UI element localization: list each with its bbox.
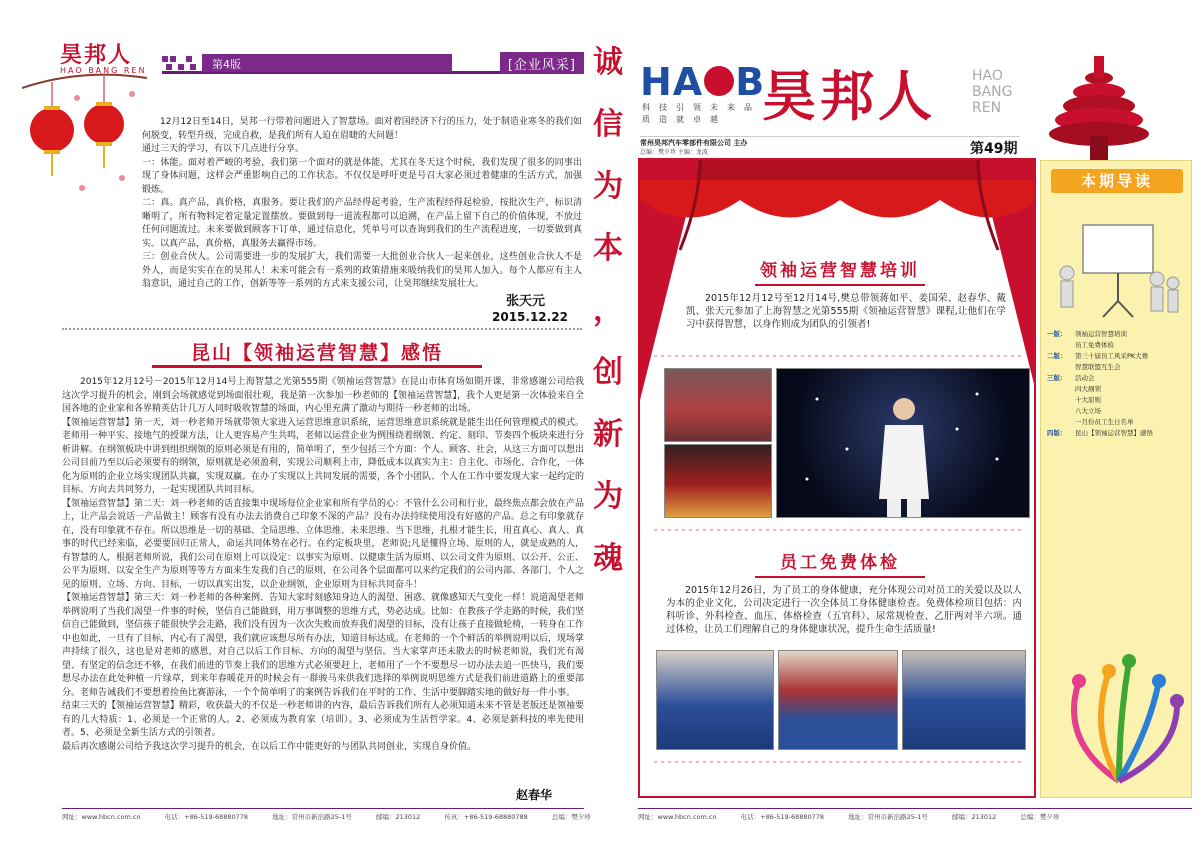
left-logo-sub: HAO BANG REN	[60, 66, 147, 75]
footer-editor: 总编：樊夕珍	[551, 813, 591, 821]
toc-page: 三版：	[1047, 374, 1067, 382]
toc-row	[1047, 428, 1189, 439]
footer-address: 地址：常州市新治路25-1号	[272, 813, 352, 821]
toc-row	[1047, 373, 1189, 384]
checkup-photo-3	[902, 650, 1026, 750]
meta-line: 总编：樊夕珍 主编：龙波	[640, 149, 708, 156]
spine-slogan	[588, 32, 628, 590]
section-title-text: 员工免费体检	[780, 553, 900, 573]
footer-phone: 电话：+86-519-68880778	[164, 813, 249, 821]
title-underline	[152, 365, 482, 368]
masthead-english-line: HAO	[972, 68, 1003, 84]
title-underline	[755, 284, 925, 286]
intro-paragraph: 二：真。真产品，真价格，真服务。要让我们的产品经得起考验，生产流程经得起检验，按批次生产，标识清晰明了，所有物料定着定量定置摆放。要做到每一道流程都可以追溯，在产品上留下自己的价值体现，不放过任何问题流过。未来要做到顾客下订单，通过信息化，凭单号可以查询到我们的生产流程进度，一切要做到真实。以真产品，真价格，真服务去赢得市场。	[142, 198, 582, 249]
spine-char: 魂	[593, 541, 623, 576]
author-signature: 张天元	[506, 294, 546, 309]
spine-char: ，	[593, 293, 623, 328]
masthead-english	[972, 68, 1013, 116]
toc-row	[1047, 406, 1189, 417]
author-signature: 赵春华	[516, 788, 553, 802]
decorative-squares-icon	[162, 56, 198, 72]
toc-title: 昆山【领袖运营智慧】感悟	[1075, 429, 1153, 437]
table-of-contents-panel	[1040, 160, 1192, 798]
spine-char: 为	[593, 169, 623, 204]
lantern-decoration-icon	[22, 68, 152, 218]
haob-logo	[640, 60, 765, 104]
publisher: 常州昊邦汽车零部件有限公司 主办	[640, 139, 748, 147]
training-photo-speaker	[776, 368, 1030, 518]
masthead-english-line: REN	[972, 100, 1002, 116]
flower-border-icon	[654, 352, 1024, 360]
article-paragraph: 【领袖运营智慧】第三天：刘一秒老师的各种案例、告知大家时刻感知身边人的渴望、困惑、就像感知天气变化一样！说道渴望老师举例说明了当我们渴望一件事的时候，坚信自己能做到，用万事调整的思维方式，势必达成。比如：在教孩子学走路的时候，我们坚信自己能做到，坚信孩子能很快学会走路，我们没有因为一次次失败而放弃我们渴望的目标，没有让孩子直接做轮椅，一转身在工作中也如此，一旦有了目标，内心有了渴望，我们就应该想尽所有办法，知道目标达成。在老师的一个个鲜活的举例说明以后，现场掌声持续了很久，这也是对老师的感恩，对自己以后工作目标、方向的渴望与坚信。当大家掌声还未散去的时候老师说，我们光有渴望、有坚定的信念还不够，在我们前进的节奏上我们的思维方式必须要赶上，老师用了一个不要想尽一切办法去追一匹快马，我们要想尽办法在此处种植一片绿草，到来年春暖花开的时候会有一群骏马来供我们选择的举例说明思维方式是我们前进道路上的重要部分。老师告诫我们不要想着捡鱼比赛游泳，一个个简单明了的案例告诉我们在平时的工作、生活中要脚踏实地的做好每一件小事。	[62, 593, 585, 698]
footer-postcode: 邮编：213012	[951, 813, 997, 821]
training-photo-stage	[664, 444, 772, 518]
haob-logo-text: HA	[640, 60, 704, 104]
training-photo-audience	[664, 368, 772, 442]
toc-title: 领袖运营智慧培训	[1075, 330, 1127, 338]
checkup-photo-1	[656, 650, 774, 750]
article-paragraph: 最后再次感谢公司给予我这次学习提升的机会，在以后工作中能更好的与团队共同创业，实现自身价值。	[62, 741, 477, 752]
footer-editor: 总编：樊夕珍	[1020, 813, 1060, 821]
toc-page: 四版：	[1047, 429, 1067, 437]
article-body	[62, 376, 584, 754]
issue-number: 第49期	[970, 141, 1018, 157]
toc-title: 十大原则	[1075, 396, 1101, 404]
colorful-swirl-icon	[1049, 641, 1189, 791]
toc-row	[1047, 340, 1189, 351]
speaker-figure-icon	[777, 369, 1030, 518]
toc-list	[1047, 329, 1189, 439]
toc-page	[1047, 340, 1075, 351]
toc-title: 一月份员工生日名单	[1075, 418, 1134, 426]
title-underline	[755, 576, 925, 578]
toc-title: 员工免费体检	[1075, 341, 1114, 349]
page-footer	[62, 808, 591, 822]
toc-row	[1047, 362, 1189, 373]
divider	[62, 328, 582, 330]
red-tower-icon	[1044, 48, 1154, 168]
section-text	[666, 584, 1022, 636]
section-title-text: 领袖运营智慧培训	[760, 261, 920, 281]
left-page	[22, 8, 591, 846]
article-title-text: 昆山【领袖运营智慧】感悟	[190, 342, 443, 364]
toc-page: 一版：	[1047, 330, 1067, 338]
section-text	[686, 292, 1006, 331]
presentation-board-icon	[1053, 221, 1183, 321]
red-dot-icon	[704, 66, 734, 96]
flower-border-icon	[654, 526, 1024, 534]
article-paragraph: 2015年12月12号－2015年12月14号上海智慧之光第555期《领袖运营智慧》在昆山市体育场如期开课，非常感谢公司给我这次学习提升的机会，刚到会场就感觉到场面很壮观，我是第一次参加一秒老师的【领袖运营智慧】，我个人更是第一次体验来自全国各地的企业家和各界精英估计几万人同时吸收智慧的场面，内心里充满了激动与期待一秒老师的出场。	[62, 377, 584, 414]
intro-paragraph: 一：体能。面对着严峻的考验，我们第一个面对的就是体能，尤其在冬天这个时候，我们发现了很多的同事出现了身体问题，这样会严重影响自己的工作状态。不仅仅是呼吁更是号召大家必须过着健康的生活方式，加强锻炼。	[142, 157, 582, 195]
haob-logo-text: B	[735, 60, 766, 104]
flower-border-icon	[654, 758, 1024, 766]
footer-website: 网址：www.hbcn.com.cn	[62, 813, 141, 821]
toc-page	[1047, 417, 1075, 428]
footer-website: 网址：www.hbcn.com.cn	[638, 813, 717, 821]
toc-page	[1047, 362, 1075, 373]
toc-title: 四大纲领	[1075, 385, 1101, 393]
toc-page	[1047, 395, 1075, 406]
page-version: 第4版	[202, 54, 452, 72]
intro-paragraph: 三：创业合伙人。公司需要进一步的发展扩大，我们需要一大批创业合伙人一起来创业，这些创业合伙人不是外人，而是实实在在的昊邦人！未来可能会有一系列的政策措施来吸纳我们的昊邦人加入。每个人都应有主人翁意识，通过自己的工作，创新等等一系列的方式来支援公司，让昊邦继续发展壮大。	[142, 252, 582, 289]
footer-address: 地址：常州市新治路25-1号	[848, 813, 928, 821]
intro-text	[142, 116, 582, 292]
spine-char: 为	[593, 479, 623, 514]
toc-row	[1047, 417, 1189, 428]
toc-title: 智慧联盟互生会	[1075, 363, 1121, 371]
toc-title: 八大立场	[1075, 407, 1101, 415]
spine-char: 创	[593, 355, 623, 390]
toc-row	[1047, 384, 1189, 395]
author-date: 2015.12.22	[492, 310, 568, 324]
checkup-photo-2	[778, 650, 898, 750]
toc-title: 活动会	[1075, 374, 1095, 382]
section-paragraph: 2015年12月26日，为了员工的身体健康，充分体现公司对员工的关爱以及以人为本的企业文化，公司决定进行一次全体员工身体健康检查。免费体检项目包括：内科听诊、外科检查、血压、体格检查（五官科）、尿常规检查、乙肝两对半六项。通过体检，让员工们理解自己的身体健康状况，提升生命生活质量!	[666, 585, 1022, 635]
footer-postcode: 邮编：213012	[375, 813, 421, 821]
column-name: [企业风采]	[500, 52, 584, 74]
footer-phone: 电话：+86-519-68880778	[740, 813, 825, 821]
footer-fax: 传真：+86-519-68880788	[444, 813, 528, 821]
toc-row	[1047, 351, 1189, 362]
section-title	[720, 256, 960, 286]
article-paragraph: 【领袖运营智慧】第二天：刘一秒老师的话直接集中现场每位企业家和所有学员的心：不管什么公司和行业，最终焦点都会放在产品上，让产品会说话一产品做主！顾客有没有办法去消费自己印象不深的产品？没有办法持续使用没有好感的产品。总之有印象就存在，没有印象就不存在。所以思维是一切的基础、全局思维、立体思维、未来思维、当下思维，扎根才能生长，用直真心、真人、真事的时代已经来临，必要要回归正常人，命运共同体势在必行。在约定板块里，老师说;凡是懂得立场、原则的人，就是成熟的人，有智慧的人，根据老师所说，我们公司在原则上可以设定：以事实为原则、以健康生活为原则、以公司文件为原则、以公开、公正、公平为原则、以安全生产为原则等等方方面来生发我们自己的原则，在公司各个层面都可以来约定我们的公司内部、各部门、个人之见的原则、立场、方向、目标，一切以真实出发，以企业纲领，企业原则为目标共同奋斗！	[62, 498, 585, 590]
toc-page	[1047, 406, 1075, 417]
right-page	[632, 8, 1192, 846]
spine-char: 信	[593, 107, 623, 142]
article-paragraph: 【领袖运营智慧】第一天，刘一秒老师开场就带领大家进入运营思维意识系统，运营思维意识系统就是能生出任何管理模式的模式。老师用一种平实、接地气的授课方法，让人更容易产生共鸣，老师以运营企业为例围绕着纲领、约定、刻印、节奏四个板块来进行分析讲解。在纲领板块中讲到组织纲领的原则必须是有用的，简单明了，至少包括三个方面：个人、顾客、社会，从这三方面可以想出公司目前乃至以后必须要有的纲领，原则就是必须盈利，实现公司顺利上市，降低成本以真实为主：自主化、市场化、合作化，一体化为原则的企业立场实现团队共赢，实现双赢。在办了实现以上共同发展的需要，各个小团队、个人在工作中要发现大家一起约定的目标、方向去共同努力，一起实现团队共同目标。	[62, 417, 585, 495]
article-title	[152, 338, 482, 368]
toc-title: 第三十届员工风采PK大赛	[1075, 352, 1149, 360]
toc-header: 本期导读	[1051, 169, 1183, 193]
intro-paragraph: 12月12日至14日，昊邦一行带着问题进入了智慧场。面对着国经济下行的压力，处于制造业寒冬的我们如何脱变，转型升级，完成自救，是我们所有人迫在眉睫的大问题！	[142, 117, 582, 141]
article-paragraph: 结束三天的【领袖运营智慧】精彩，收获最大的不仅是一秒老师讲的内容，最后告诉我们所有人必须知道未来不管是老版还是领袖要有的几大特质：1、必须是一个正常的人。2、必须成为教育家（培训）。3、必须成为生活哲学家。4、必须是新科技的率先使用者。5、必须是全新生活方式的引领者。	[62, 701, 585, 738]
toc-row	[1047, 395, 1189, 406]
page-footer	[638, 808, 1192, 822]
masthead-title: 昊邦人	[762, 64, 936, 128]
spine-char: 新	[593, 417, 623, 452]
intro-paragraph: 通过三天的学习，有以下几点进行分享。	[142, 144, 305, 154]
toc-page	[1047, 384, 1075, 395]
section-paragraph: 2015年12月12号至12月14号,樊总带领蒋如平、姜国荣、赵春华、戴凯、张天元参加了上海智慧之光第555期《领袖运营智慧》课程,让他们在学习中获得智慧，以身作则成为团队的引领者!	[686, 293, 1006, 330]
page-header-bar	[162, 52, 584, 74]
toc-row	[1047, 329, 1189, 340]
main-panel	[638, 158, 1036, 798]
spine-char: 诚	[593, 45, 623, 80]
spine-char: 本	[593, 231, 623, 266]
masthead-english-line: BANG	[972, 84, 1013, 100]
brand-slogan: 科技引领未来品质造就卓越	[642, 103, 761, 124]
toc-page: 二版：	[1047, 352, 1067, 360]
section-title	[720, 548, 960, 578]
left-logo: 昊邦人	[60, 42, 133, 68]
